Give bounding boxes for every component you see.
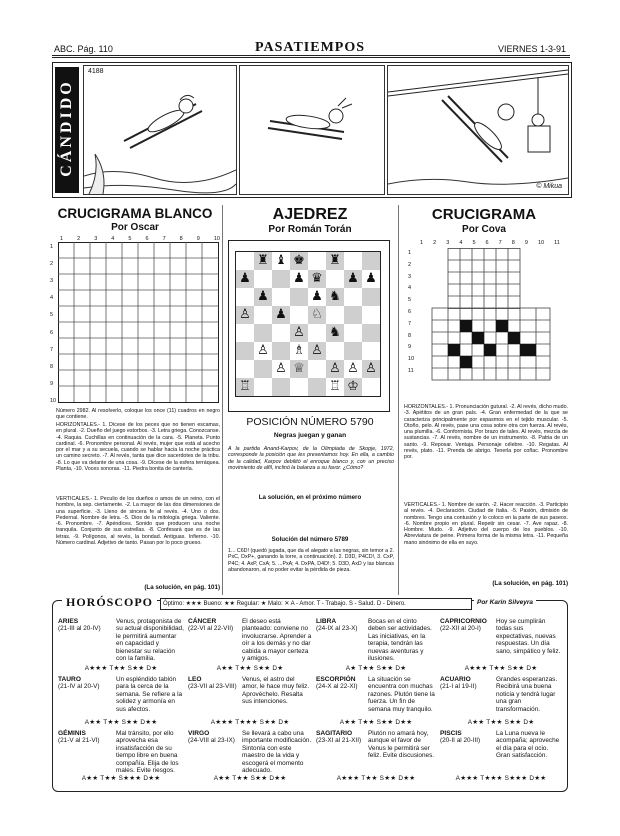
chessboard[interactable]: ♜ ♝ ♚ ♜ ♟ ♟ ♛ ♟ ♟ ♟ ♟ ♞ ♙ ♟ ♘ ♙ ♞ ♙ ♗ ♙ ♙ ♕ ♙ ♙ ♙ ♖ ♖ ♔ [235, 251, 381, 397]
cartoon-side-text: CÁNDIDO [58, 79, 75, 177]
cr-col-num: 4 [459, 240, 463, 246]
sign-name: GÉMINIS [58, 730, 86, 737]
cb-row-num: 3 [50, 278, 54, 285]
chess-prev-solution-title: Solución del número 5789 [271, 536, 349, 543]
sign-dates: (24-VIII al 23-IX) [188, 737, 235, 745]
cartoon-side-label [55, 67, 79, 193]
cb-grid-svg[interactable] [58, 242, 220, 404]
cb-verticales: VERTICALES.- 1. Peculio de los dueños o amos de un reino, con el hombre, la sep. ciertamente. -2. La mayor de las dos dimensiones de una superficie. -3. Lleno de sincera fe al revés. -4. Uno o dos. Pedernal. Nombre de letra. -5. Dios de la mitología griega. Valiente. -6. Pronombre. -7. Apéndices. Sonido que producen una noche tranquila. Conjunto de sus estrellas. -8. Confesará que es de las letras. -9. Polígonos, al revés, la bondad. Antiguas. Infierno. -10. Número cardinal. Adjetivo de tanto. Pasan por lo poco grueso. [56, 496, 220, 547]
sign-geminis-stars: A★★ T★★ S★★★ D★★ [81, 775, 161, 782]
cb-row-numbers [50, 244, 58, 404]
cr-row-num: 3 [408, 273, 412, 280]
sign-capricornio-text: Hoy se cumplirán todas sus expectativas, nuevas respuestas. Un día sano, simpático y feliz. [496, 618, 561, 655]
sign-name: ESCORPIÓN [316, 676, 356, 683]
column-divider [398, 205, 399, 595]
cb-col-num: 4 [111, 236, 115, 242]
sign-piscis-name [440, 730, 496, 745]
chess-position-label: POSICIÓN NÚMERO 5790 [246, 416, 374, 428]
crucigrama-author: Por Cova [462, 224, 506, 235]
sign-capricornio-stars: A★★★ T★★ S★★ D★ [464, 665, 538, 672]
cr-column-numbers [420, 240, 560, 246]
cartoon-strip [52, 62, 572, 198]
cb-col-num: 9 [196, 236, 200, 242]
sign-name: LEO [188, 676, 202, 683]
cb-horizontales: HORIZONTALES.- 1. Dícese de los peces que no tienen escamas, en plural. -2. Dueño del juego estorbos. -3. Letra griega. Conozcanse. -4. Raquia. Cuchillas en continuación de la cara. -5. Planeta. Punto cardinal. -6. Pronombre personal. Al revés, mujer que está al acecho por el mar y a su secuela, cuando se hablar hacia la noche práctica un camino secreto. -7. Al revés, tanta que dice sacerdotes de la tribu. -8. Lo que va delante de una cosa. -9. Dícese de la esfera terráquea. Planta, -10. Voces sonoras. -11. Piedra bonita de cantería. [56, 422, 221, 473]
sign-cancer-text: El deseo está planteado: conviene no involucrarse. Aprender a oír a los demás y no dar cabida a mayor certeza y amigos. [242, 618, 312, 663]
ajedrez-author: Por Román Torán [268, 224, 352, 235]
sign-acuario-name [440, 676, 496, 691]
sign-libra-name [316, 618, 366, 633]
sign-cancer-name [188, 618, 240, 633]
sign-name: SAGITARIO [316, 730, 353, 737]
cb-row-num: 10 [50, 397, 57, 404]
sign-piscis-text: La Luna nueva le acompaña; aproveche el día para el ocio. Gran satisfacción. [496, 730, 560, 760]
cr-col-num: 6 [485, 240, 489, 246]
cb-col-num: 7 [162, 236, 166, 242]
sign-name: TAURO [58, 676, 81, 683]
cr-col-num: 3 [446, 240, 450, 246]
crucigrama-blanco-title: CRUCIGRAMA BLANCO [57, 206, 213, 221]
sign-geminis-text: Mal tránsito, por ello aprovecha esa insatisfacción de su tiempo libre en buena compañía. Elija de los males. Evite riesgos. [116, 730, 179, 775]
cr-row-num: 10 [408, 356, 415, 363]
sign-sagitario-name [316, 730, 366, 745]
sign-dates: (20-II al 20-III) [440, 737, 481, 745]
cr-col-num: 7 [498, 240, 502, 246]
cr-row-num: 4 [408, 285, 412, 292]
cb-row-num: 6 [50, 329, 54, 336]
horoscopo-legend: Óptimo: ★★★ Bueno: ★★ Regular: ★ Malo: ✕ A - Amor. T - Trabajo. S - Salud. D - Dinero. [160, 598, 472, 610]
cr-solution: (La solución, en pág. 101) [492, 580, 568, 587]
cb-row-num: 4 [50, 295, 54, 302]
cb-row-num: 7 [50, 346, 54, 353]
cartoon-signature: © Mikua [536, 183, 562, 190]
sign-name: LIBRA [316, 618, 337, 625]
sign-tauro-stars: A★★ T★★ S★★ D★★ [84, 719, 158, 726]
cb-intro: Número 2982. Al resolverlo, coloque los once (11) cuadros en negro que contiene. [56, 408, 220, 421]
cb-row-num: 1 [50, 244, 54, 250]
sign-aries-text: Venus, protagonista de su actual disponibilidad, le permitirá aumentar en capacidad y bienestar su relación con la familia. [116, 618, 184, 663]
cartoon-panel-2 [239, 65, 385, 195]
header-rule [52, 55, 570, 56]
sign-tauro-text: Un espléndido tablón para la cerca de la semana. Se refiere a la solidez y armonía en sus afectos. [116, 676, 183, 713]
chessboard-frame [228, 240, 390, 412]
cartoon-panel-3 [387, 65, 569, 195]
sign-sagitario-text: Plutón no amará hoy, aunque el favor de Venus le permitirá ser feliz. Evite discusiones. [368, 730, 435, 760]
cr-col-num: 9 [524, 240, 528, 246]
sign-dates: (24-X al 22-XI) [316, 683, 358, 691]
page-number: ABC. Pág. 110 [54, 44, 113, 54]
cb-col-num: 6 [145, 236, 149, 242]
sign-capricornio-name [440, 618, 496, 633]
chess-next-solution: La solución, en el próximo número [258, 494, 362, 501]
sign-leo-text: Venus, el astro del amor, le hace muy feliz. Aprovéchelo. Resalta sus intenciones. [242, 676, 310, 706]
cb-col-num: 10 [213, 236, 220, 242]
horoscopo-title: HORÓSCOPO [62, 595, 157, 610]
cr-grid-svg[interactable] [418, 248, 562, 382]
cr-row-numbers [408, 250, 416, 374]
cr-row-num: 8 [408, 332, 412, 339]
sign-dates: (22-XII al 20-I) [440, 625, 481, 633]
cb-col-num: 3 [94, 236, 98, 242]
sign-acuario-text: Grandes esperanzas. Recibirá una buena noticia y tendrá lugar una gran transformación. [496, 676, 558, 713]
cb-row-num: 5 [50, 312, 54, 319]
cr-col-num: 11 [554, 240, 560, 246]
cb-row-num: 2 [50, 261, 54, 268]
cb-solution: (La solución, en pág. 101) [144, 584, 220, 591]
sign-dates: (23-XI al 21-XII) [316, 737, 362, 745]
cb-row-num: 9 [50, 380, 54, 387]
cb-row-num: 8 [50, 363, 54, 370]
sign-dates: (21-I al 19-II) [440, 683, 477, 691]
cr-row-num: 7 [408, 320, 412, 327]
sign-sagitario-stars: A★★★ T★★ S★★ D★★ [336, 775, 416, 782]
ski-lift-drawing [388, 66, 568, 194]
horoscopo-author: Por Karin Silveyra [474, 598, 536, 608]
chess-prev-solution: 1... C6D! (quedó jugada, que da el alegato a las negras, sin temor a 2. PxC, DxP+, ganando la torre, a continuación). 2. D3D, P4CD!, 3. CxP, P4C; 4. AxP, CxA; 5. ...PxA; 4. DxPA, D4D!; 5. D3D, AxD y las blancas abandonaron, al no poder evitar la pérdida de pieza. [228, 548, 394, 573]
cartoon-panel-1 [83, 65, 237, 195]
sign-dates: (23-VII al 23-VIII) [188, 683, 237, 691]
sign-name: CÁNCER [188, 618, 217, 625]
sign-name: ARIES [58, 618, 79, 625]
sign-geminis-name [58, 730, 114, 745]
crucigrama-blanco-grid[interactable] [58, 242, 220, 409]
sign-acuario-stars: A★★ T★★ S★★ D★ [467, 719, 535, 726]
sign-name: PISCIS [440, 730, 462, 737]
sign-dates: (21-III al 20-IV) [58, 625, 101, 633]
sign-libra-text: Bocas en el cinto deben ser actividades. Las iniciativas, en la terapia, tendrán las nuevas aventuras y ilusiones. [368, 618, 432, 663]
ski-jumper-drawing-2 [240, 66, 384, 194]
cr-row-num: 9 [408, 344, 412, 351]
sign-piscis-stars: A★★★ T★★★ S★★★ D★★ [455, 775, 547, 782]
sign-leo-stars: A★★★ T★★★ S★★ D★ [210, 719, 290, 726]
sign-escorpion-stars: A★★ T★★ S★★ D★★ [339, 719, 413, 726]
sign-virgo-name [188, 730, 240, 745]
cb-col-num: 2 [77, 236, 81, 242]
cr-col-num: 8 [511, 240, 515, 246]
cr-row-num: 2 [408, 261, 412, 268]
sign-escorpion-text: La situación se encuentra con muchas razones. Plutón tiene la fuerza. Un fin de semana muy tranquilo. [368, 676, 435, 713]
sign-virgo-stars: A★★ T★★ S★★ D★★ [213, 775, 287, 782]
sign-leo-name [188, 676, 240, 691]
cr-col-num: 10 [537, 240, 545, 246]
cr-row-num: 6 [408, 308, 412, 315]
cr-col-num: 2 [433, 240, 437, 246]
ski-jumper-drawing-1 [84, 66, 236, 194]
sign-escorpion-name [316, 676, 366, 691]
cartoon-code: 4188 [88, 68, 104, 75]
crucigrama-grid[interactable] [418, 248, 562, 387]
sign-libra-stars: A★ T★★ S★★ D★ [345, 665, 407, 672]
sign-tauro-name [58, 676, 114, 691]
crucigrama-title: CRUCIGRAMA [431, 206, 537, 223]
sign-aries-stars: A★★★ T★★ S★★ D★ [84, 665, 158, 672]
cr-row-num: 11 [408, 367, 414, 374]
header-rule-2 [52, 57, 570, 58]
cr-col-num: 5 [472, 240, 476, 246]
sign-dates: (24-IX al 23-X) [316, 625, 358, 633]
sign-aries-name [58, 618, 114, 633]
sign-name: CAPRICORNIO [440, 618, 487, 625]
sign-name: VIRGO [188, 730, 210, 737]
cr-row-num: 5 [408, 297, 412, 304]
cr-col-num: 1 [420, 240, 424, 246]
date: VIERNES 1-3-91 [498, 44, 567, 54]
crucigrama-blanco-author: Por Oscar [111, 222, 159, 233]
sign-dates: (22-VI al 22-VII) [188, 625, 234, 633]
sign-dates: (21-IV al 20-V) [58, 683, 100, 691]
cr-verticales: VERTICALES.- 1. Nombre de varón. -2. Hacer reacción. -3. Participio al revés. -4. Declaración. Ciudad de Italia. -5. Pasión, dimisión de nombres. Tengo una contusión y lo coloco en la parte de sus paseos. -6. Nombre propio en plural. Repetir sin cesar. -7. Ave rapaz. -8. Hombre. Mudo. -9. Adjetivo del cuerpo de los pueblos. -10. Abreviatura de peine. Primera forma de la misma letra. -11. Pequeña mano sinónimo de ella en suyo. [404, 502, 568, 546]
cb-col-num: 8 [179, 236, 183, 242]
sign-virgo-text: Se llevará a cabo una importante modificación. Sintonía con este maestro de la vida y escogerá el momento adecuado. [242, 730, 312, 775]
sign-name: ACUARIO [440, 676, 471, 683]
chess-description: A la partida Anand-Karpov, de la Olimpiada de Skopje, 1972, corresponde la posición que les presentamos hoy. En ella, a cambio de la calidad, Karpov debilitó el enroque blanco y, con un preciso movimiento de alfil, inclinó la balanza a su favor. ¿Cómo? [228, 446, 394, 471]
ajedrez-title: AJEDREZ [272, 206, 348, 223]
cr-horizontales: HORIZONTALES.- 1. Pronunciación gutural. -2. Al revés, dicho mudo. -3. Apétitos de un gran país. -4. Gran enfermedad de la que se caracteriza principalmente por espasmos en el tejido muscular. -5. Otoño, pelo. Al revés, pase una cosa sobre otra con fuerza. Al revés, una plumilla. -6. Conformista. Por brazo de tales. Al revés, mezcla de sustancias. -7. Al revés, nombre de un instrumento. -8. Patria de un santo. -9. Reposar. Ventaja. Personaje célebre. -10. Regatas. Al revés, plato. -11. Prenda de abrigo. Tenerla por coñac. Pronombre por. [404, 404, 568, 461]
cb-col-num: 5 [128, 236, 132, 242]
section-title: PASATIEMPOS [254, 40, 366, 55]
sign-cancer-stars: A★★ T★★ S★★ D★ [216, 665, 284, 672]
cr-row-num: 1 [408, 250, 412, 256]
chess-turn: Negras juegan y ganan [273, 432, 347, 439]
cb-col-num: 1 [60, 236, 64, 242]
sign-dates: (21-V al 21-VI) [58, 737, 100, 745]
